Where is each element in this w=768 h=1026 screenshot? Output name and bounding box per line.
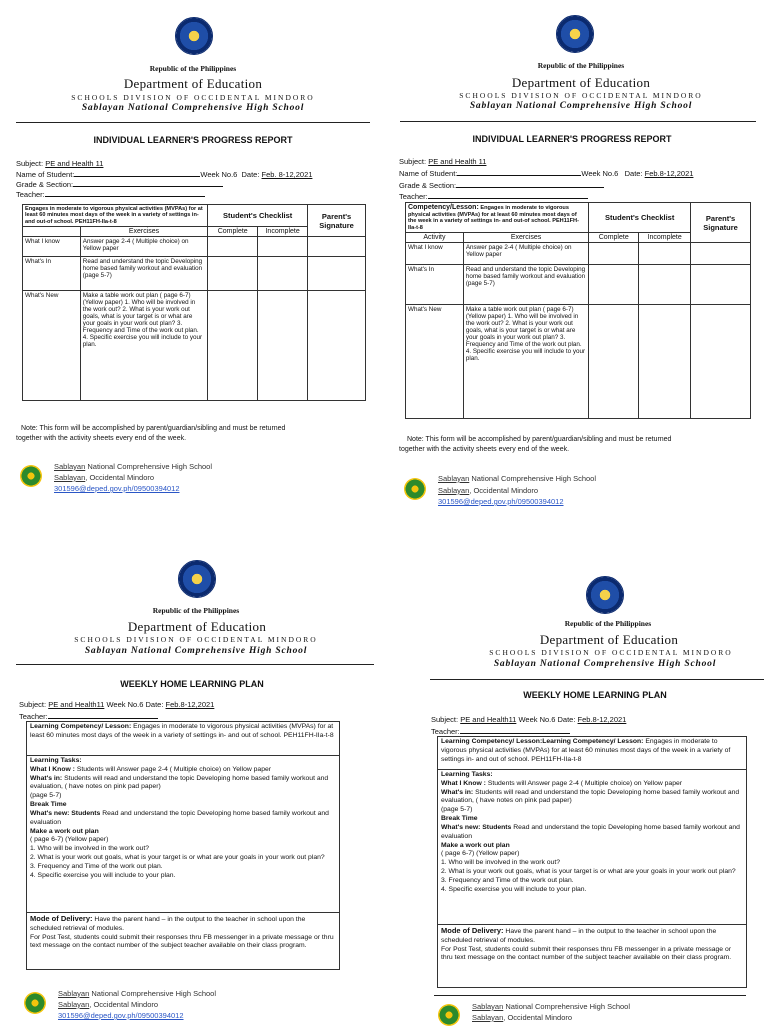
header-rule [16,664,374,665]
deped-seal-icon [178,560,216,598]
incomplete-checkbox-cell[interactable] [258,257,308,291]
header-rule [400,121,756,122]
name-line [16,169,312,179]
exercises-header: Exercises [80,227,207,237]
incomplete-checkbox-cell[interactable] [258,291,308,401]
grade-label: Grade & Section: [16,180,74,189]
plan-teacher-line: Teacher: [431,726,570,736]
school-logo-icon [24,992,46,1014]
incomplete-header: Incomplete [258,227,308,237]
report-title: INDIVIDUAL LEARNER'S PROGRESS REPORT [93,135,293,145]
activity-cell: What I know [23,237,81,257]
division-line: SCHOOLS DIVISION OF OCCIDENTAL MINDORO [459,91,703,100]
plan-title: WEEKLY HOME LEARNING PLAN [523,690,667,700]
teacher-field[interactable] [428,191,588,199]
signature-header: Parent's Signature [308,205,366,237]
subject-value: PE and Health 11 [45,159,104,168]
grade-field[interactable] [73,179,223,187]
deped-seal-icon [556,15,594,53]
plan-box: Learning Competency/ Lesson:Learning Competency/ Lesson: Engages in moderate to vigorous physical activities (MVPAs) for at least 60 minutes most days of the week in a variety of settings in- and out of school. PEH11FH-IIa-t-8 Learning Tasks: What I Know : Students will Answer page 2-4 ( Multiple choice) on Yellow paper What's in: Students will read and understand the topic Developing home based family workout and evaluation, ( have notes on pink pad paper) (page 5-7) Break Time What's new: Students Read and understand the topic Developing home based family workout and evaluation Make a work out plan ( page 6-7) (Yellow paper) 1. Who will be involved in the work out? 2. What is your work out goals, what is your target is or what are your goals in your work out plan? 3. Frequency and Time of the work out plan. 4. Specific exercise you will include to your plan. Mode of Delivery: Have the parent hand – in the output to the teacher in school upon the scheduled retrieval of modules. For Post Test, students could submit their responses thru FB messenger in a private message or thru text message on the contact number of the subject teacher available on their class program. [437,736,747,988]
header-rule [16,122,370,123]
report-title: INDIVIDUAL LEARNER'S PROGRESS REPORT [472,134,672,144]
plan-title: WEEKLY HOME LEARNING PLAN [120,679,264,689]
note-line-2: together with the activity sheets every end of the week. [16,435,187,443]
complete-checkbox-cell[interactable] [208,257,258,291]
complete-checkbox-cell[interactable] [208,237,258,257]
activity-cell: What's In [23,257,81,291]
checklist-header: Student's Checklist [208,205,308,227]
subject-label: Subject: [16,159,44,168]
incomplete-checkbox-cell[interactable] [258,237,308,257]
plan-subject-line: Subject: PE and Health11 Week No.6 Date: Feb.8-12,2021 [19,700,215,709]
grade-line: Grade & Section: [399,180,604,190]
school-line: Sablayan National Comprehensive High School [84,646,308,656]
footer-town: Sablayan, Occidental Mindoro [438,486,539,495]
plan-box: Learning Competency/ Lesson: Engages in moderate to vigorous physical activities (MVPAs) for at least 60 minutes most days of the week in a variety of settings in- and out of school. PEH11FH-IIa-t-8 Learning Tasks: What I Know : Students will Answer page 2-4 ( Multiple choice) on Yellow paper What's in: Students will read and understand the topic Developing home based family workout and evaluation, ( have notes on pink pad paper) (page 5-7) Break Time What's new: Students Read and understand the topic Developing home based family workout and evaluation Make a work out plan ( page 6-7) (Yellow paper) 1. Who will be involved in the work out? 2. What is your work out goals, what is your target is or what are your goals in your work out plan? 3. Frequency and Time of the work out plan. 4. Specific exercise you will include to your plan. Mode of Delivery: Have the parent hand – in the output to the teacher in school upon the scheduled retrieval of modules. For Post Test, students could submit their responses thru FB messenger in a private message or thru text message on the contact number of the subject teacher available on their class program. [26,721,340,970]
deped-seal-icon [586,576,624,614]
footer-town: Sablayan, Occidental Mindoro [472,1013,573,1022]
teacher-field[interactable] [48,711,158,719]
republic-line: Republic of the Philippines [152,606,240,615]
name-field[interactable] [74,169,200,177]
exercise-cell: Read and understand the topic Developing home based family workout and evaluation (page 5-7) [80,257,207,291]
plan-subject-line: Subject: PE and Health11 Week No.6 Date: Feb.8-12,2021 [431,715,627,724]
footer-school: Sablayan National Comprehensive High School [472,1002,631,1011]
division-line: SCHOOLS DIVISION OF OCCIDENTAL MINDORO [489,648,733,657]
footer-contact-link[interactable]: 301596@deped.gov.ph/09500394012 [58,1011,184,1020]
name-line: Name of Student: Week No.6 Date: Feb.8-12,2021 [399,169,694,178]
department-line: Department of Education [123,76,263,91]
republic-line: Republic of the Philippines [537,61,625,70]
school-logo-icon [438,1004,460,1026]
week-label: Week No.6 [200,170,238,179]
school-line: Sablayan National Comprehensive High School [493,659,717,669]
teacher-line: Teacher: [399,191,588,201]
date-value: Feb. 8-12,2021 [261,170,313,179]
republic-line: Republic of the Philippines [149,64,237,73]
footer-rule [434,995,746,996]
header-rule [430,679,764,680]
teacher-label: Teacher: [16,190,45,199]
deped-seal-icon [175,17,213,55]
exercise-cell: Answer page 2-4 ( Multiple choice) on Yellow paper [80,237,207,257]
date-label: Date: [241,170,260,179]
subject-line: Subject: PE and Health 11 [399,157,487,166]
division-line: SCHOOLS DIVISION OF OCCIDENTAL MINDORO [71,93,315,102]
school-logo-icon [404,478,426,500]
note-line-1: Note: This form will be accomplished by parent/guardian/sibling and must be returned [21,425,286,432]
plan-teacher-line: Teacher: [19,711,158,721]
department-line: Department of Education [539,632,679,647]
department-line: Department of Education [127,619,267,634]
complete-checkbox-cell[interactable] [208,291,258,401]
footer-contact-link[interactable]: 301596@deped.gov.ph/09500394012 [438,497,564,506]
footer-contact-link[interactable]: 301596@deped.gov.ph/09500394012 [54,484,180,493]
name-label: Name of Student: [16,170,75,179]
footer-school: Sablayan National Comprehensive High School [438,474,597,483]
note [16,424,376,444]
department-line: Department of Education [511,75,651,90]
activity-cell: What's New [23,291,81,401]
division-line: SCHOOLS DIVISION OF OCCIDENTAL MINDORO [74,635,318,644]
school-line: Sablayan National Comprehensive High School [81,103,305,113]
competency-cell: Engages in moderate to vigorous physical activities (MVPAs) for at least 60 minutes most days of the week in a variety of settings in- and out-of school. PEH11FH-IIa-t-8 [23,205,208,227]
grade-field[interactable] [456,180,604,188]
footer-town: Sablayan, Occidental Mindoro [58,1000,159,1009]
teacher-line [16,189,205,199]
footer-town: Sablayan, Occidental Mindoro [54,473,155,482]
complete-header: Complete [208,227,258,237]
signature-cell[interactable] [308,237,366,257]
name-field[interactable] [457,168,581,176]
grade-line [16,179,223,189]
exercise-cell: Make a table work out plan ( page 6-7) (Yellow paper) 1. Who will be involved in the work out? 2. What is your work out goals, what is your target is or what are your goals in your work out plan? 3. Frequency and Time of the work out plan. 4. Specific exercise you will include to your plan. [80,291,207,401]
teacher-field[interactable] [45,189,205,197]
school-line: Sablayan National Comprehensive High School [469,101,693,111]
footer-school: Sablayan National Comprehensive High School [54,462,213,471]
school-logo-icon [20,465,42,487]
progress-table: Competency/Lesson: Engages in moderate to vigorous physical activities (MVPAs) for at least 60 minutes most days of the week in a variety of settings in- and out-of school. PEH11FH-IIa-t-8 Student's Checklist Parent's Signature Activity Exercises Complete Incomplete What I know Answer page 2-4 ( Multiple choice) on Yellow paper What's In Read and understand the topic Developing home based family workout and evaluation (page 5-7) What's New Make a table work out plan ( page 6-7) (Yellow paper) 1. Who will be involved in the work out? 2. What is your work out goals, what is your target is or what are your goals in your work out plan? 3. Frequency and Time of the work out plan. 4. Specific exercise you will include to your plan. [405,202,751,419]
progress-table [22,204,366,401]
signature-cell[interactable] [308,291,366,401]
footer-school: Sablayan National Comprehensive High School [58,989,217,998]
note: Note: This form will be accomplished by parent/guardian/sibling and must be returned together with the activity sheets every end of the week. [399,436,672,454]
republic-line: Republic of the Philippines [564,619,652,628]
subject-line [16,159,103,168]
signature-cell[interactable] [308,257,366,291]
teacher-field[interactable] [460,726,570,734]
